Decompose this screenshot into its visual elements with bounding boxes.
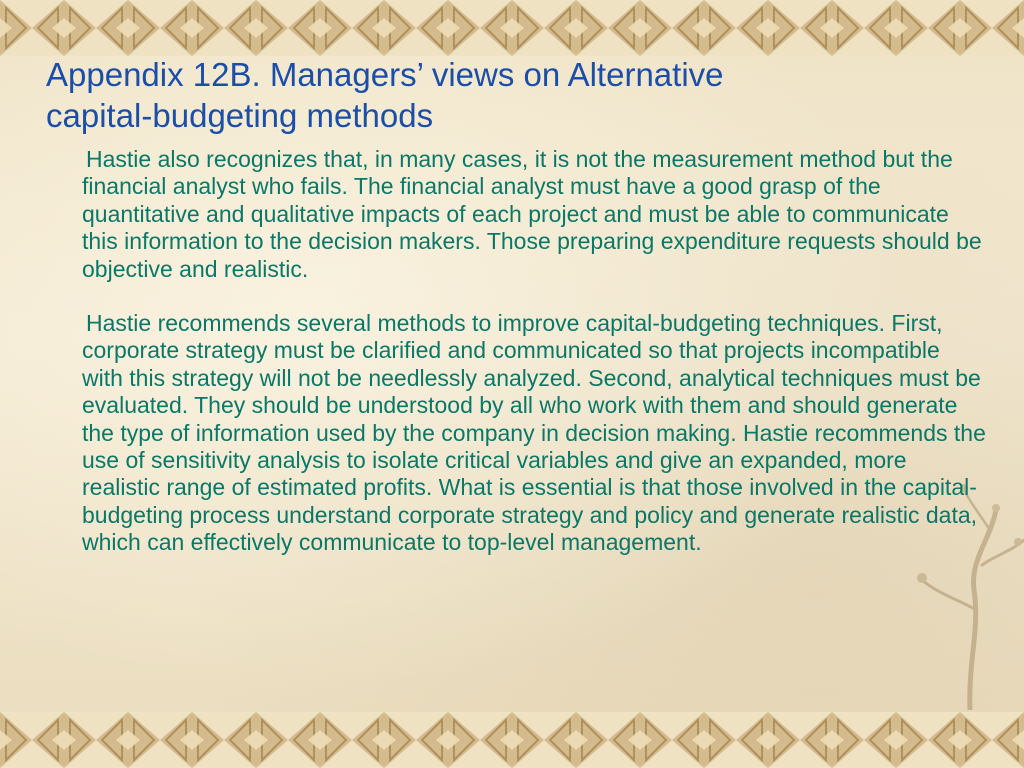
- slide-title-line-2: capital-budgeting methods: [46, 97, 434, 134]
- decorative-border-top: [0, 0, 1024, 56]
- slide-title: [46, 54, 946, 136]
- slide-body: [82, 146, 987, 557]
- body-paragraph-2: Hastie recommends several methods to improve capital-budgeting techniques. First, corporate strategy must be clarified and communicated so that projects incompatible with this strategy will not be needlessly analyzed. Second, analytical techniques must be evaluated. They should be understood by all who work with them and should generate the type of information used by the company in decision making. Hastie recommends the use of sensitivity analysis to isolate critical variables and give an expanded, more realistic range of estimated profits. What is essential is that those involved in the capital-budgeting process understand corporate strategy and policy and generate realistic data, which can effectively communicate to top-level management.: [82, 310, 986, 556]
- decorative-border-bottom: [0, 712, 1024, 768]
- body-paragraph-1: Hastie also recognizes that, in many cases, it is not the measurement method but the financial analyst who fails. The financial analyst must have a good grasp of the quantitative and qualitative impacts of each project and must be able to communicate this information to the decision makers. Those preparing expenditure requests should be objective and realistic.: [82, 146, 982, 282]
- slide-title-line-1: Appendix 12B. Managers’ views on Alternative: [46, 56, 724, 93]
